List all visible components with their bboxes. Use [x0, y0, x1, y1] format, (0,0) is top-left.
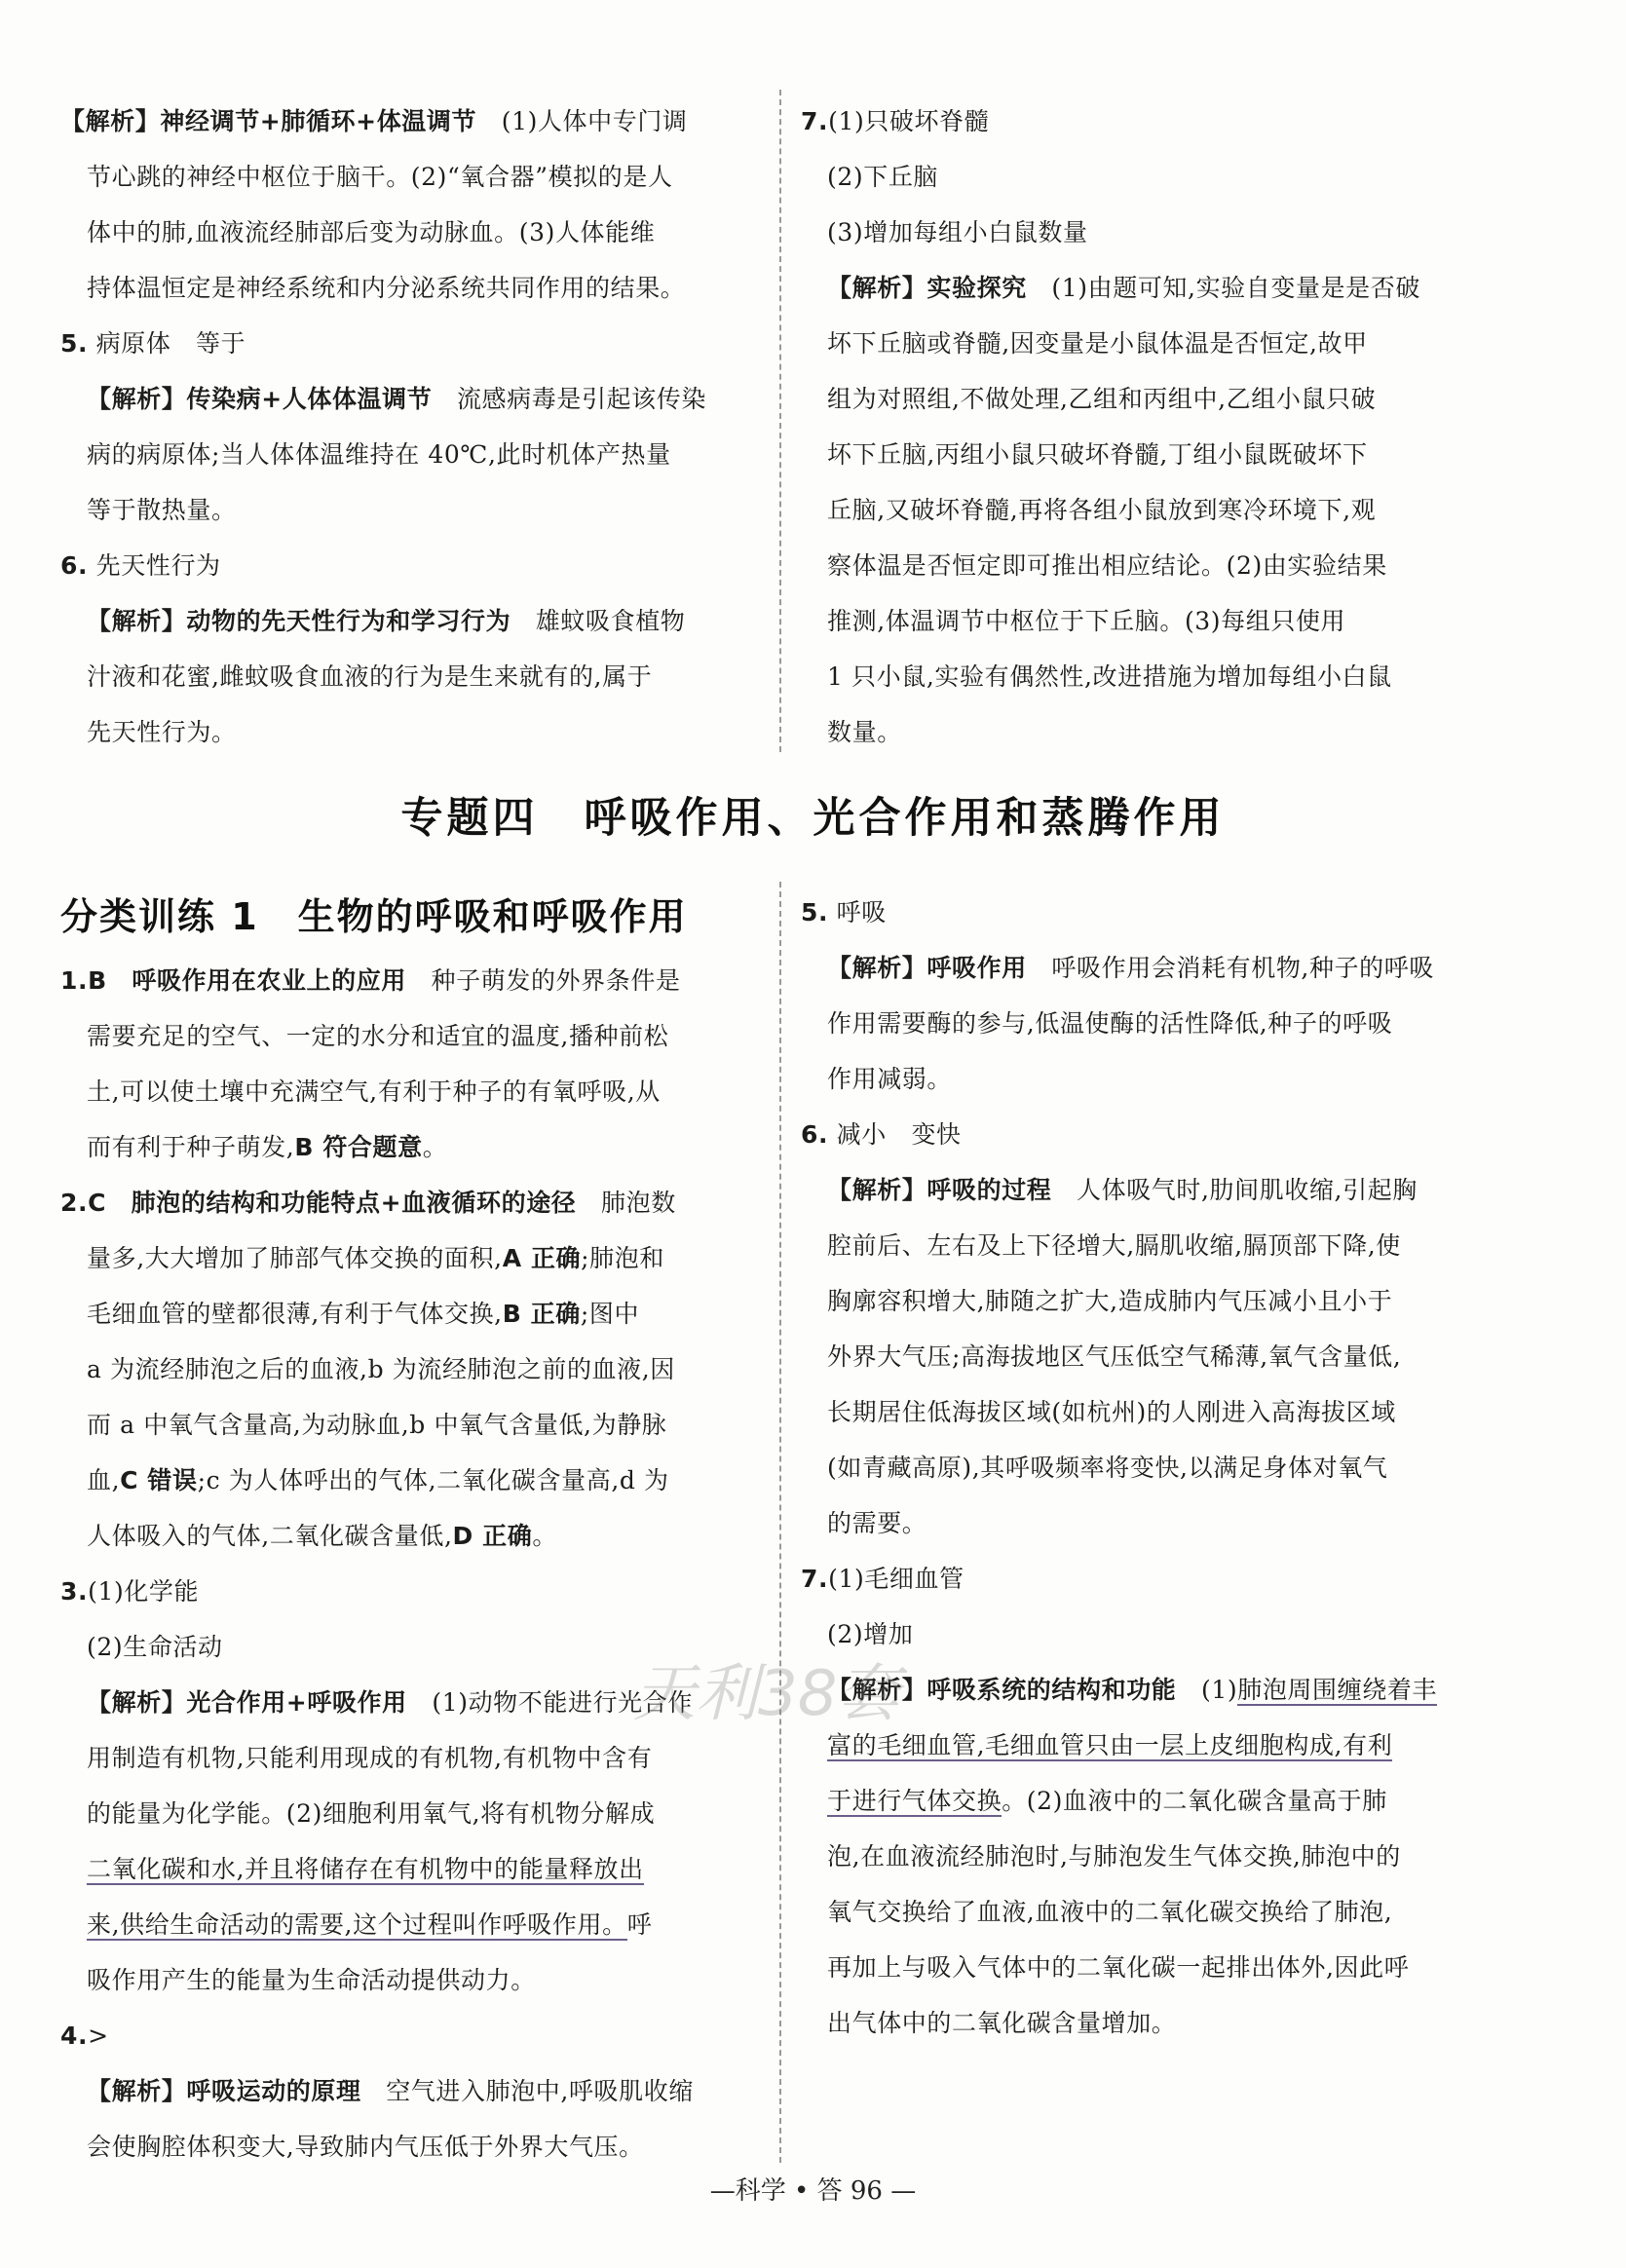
text-line: 【解析】呼吸系统的结构和功能 (1)肺泡周围缠绕着丰: [827, 1676, 1438, 1704]
question-1: 1.B 呼吸作用在农业上的应用 种子萌发的外界条件是: [60, 966, 681, 995]
text-line: 长期居住低海拔区域(如杭州)的人刚进入高海拔区域: [827, 1398, 1396, 1426]
text-line: 持体温恒定是神经系统和内分泌系统共同作用的结果。: [87, 274, 686, 302]
text-line: 先天性行为。: [87, 718, 237, 746]
text-line: 节心跳的神经中枢位于脑干。(2)“氧合器”模拟的是人: [87, 163, 673, 191]
text-line: 【解析】传染病+人体体温调节 流感病毒是引起该传染: [87, 385, 706, 413]
text-line: 等于散热量。: [87, 496, 237, 524]
text-line: a 为流经肺泡之后的血液,b 为流经肺泡之前的血液,因: [87, 1355, 675, 1383]
text-line: 坏下丘脑,丙组小鼠只破坏脊髓,丁组小鼠既破坏下: [827, 440, 1368, 469]
text-line: 血,C 错误;c 为人体呼出的气体,二氧化碳含量高,d 为: [87, 1466, 669, 1494]
text-line: 的能量为化学能。(2)细胞利用氧气,将有机物分解成: [87, 1799, 656, 1828]
text-line: 而 a 中氧气含量高,为动脉血,b 中氧气含量低,为静脉: [87, 1411, 667, 1439]
text-line: 察体温是否恒定即可推出相应结论。(2)由实验结果: [827, 551, 1387, 580]
text-line: (3)增加每组小白鼠数量: [827, 218, 1088, 246]
text-line: 【解析】神经调节+肺循环+体温调节 (1)人体中专门调: [60, 107, 688, 135]
text-line: 1 只小鼠,实验有偶然性,改进措施为增加每组小白鼠: [827, 662, 1392, 691]
text-line: [60, 1841, 762, 1897]
top-left-column: [60, 94, 762, 760]
question-6: 6. 减小 变快: [801, 1120, 962, 1149]
question-6: 6. 先天性行为: [60, 551, 221, 580]
text-line: (2)下丘脑: [827, 163, 939, 191]
text-line: 【解析】实验探究 (1)由题可知,实验自变量是是否破: [827, 274, 1420, 302]
sub-title: 分类训练 1 生物的呼吸和呼吸作用: [60, 895, 688, 938]
text-line: 需要充足的空气、一定的水分和适宜的温度,播种前松: [87, 1022, 669, 1050]
question-7: 7.(1)毛细血管: [801, 1565, 964, 1593]
question-3: 3.(1)化学能: [60, 1577, 200, 1606]
text-line: 病的病原体;当人体体温维持在 40℃,此时机体产热量: [87, 440, 671, 469]
column-divider-top: [779, 90, 781, 752]
text-line: 吸作用产生的能量为生命活动提供动力。: [87, 1966, 536, 1994]
text-line: 胸廓容积增大,肺随之扩大,造成肺内气压减小且小于: [827, 1287, 1393, 1315]
text-line: 体中的肺,血液流经肺部后变为动脉血。(3)人体能维: [87, 218, 656, 246]
text-line: 再加上与吸入气体中的二氧化碳一起排出体外,因此呼: [827, 1953, 1410, 1982]
handwritten-underline: 肺泡周围缠绕着丰: [1237, 1676, 1438, 1704]
text-line: 【解析】呼吸运动的原理 空气进入肺泡中,呼吸肌收缩: [87, 2077, 694, 2105]
section-title: 专题四 呼吸作用、光合作用和蒸腾作用: [400, 794, 1226, 843]
text-line: 泡,在血液流经肺泡时,与肺泡发生气体交换,肺泡中的: [827, 1842, 1401, 1871]
text-line: 而有利于种子萌发,B 符合题意。: [87, 1133, 448, 1161]
text-line: 丘脑,又破坏脊髓,再将各组小鼠放到寒冷环境下,观: [827, 496, 1377, 524]
text-line: 作用需要酶的参与,低温使酶的活性降低,种子的呼吸: [827, 1009, 1393, 1038]
analysis-tag: 【解析】呼吸运动的原理: [87, 2077, 361, 2105]
analysis-tag: 【解析】光合作用+呼吸作用: [87, 1688, 407, 1717]
analysis-tag: 【解析】呼吸系统的结构和功能: [827, 1676, 1177, 1704]
text-line: 人体吸入的气体,二氧化碳含量低,D 正确。: [87, 1522, 557, 1550]
text-line: 的需要。: [827, 1509, 927, 1537]
text-line: 腔前后、左右及上下径增大,膈肌收缩,膈顶部下降,使: [827, 1231, 1401, 1260]
text-line: (2)生命活动: [87, 1633, 223, 1661]
text-line: 外界大气压;高海拔地区气压低空气稀薄,氧气含量低,: [827, 1342, 1402, 1371]
svg-text:天利38套: 天利38套: [633, 1658, 900, 1730]
text-line: 出气体中的二氧化碳含量增加。: [827, 2009, 1177, 2037]
analysis-tag: 【解析】传染病+人体体温调节: [87, 385, 433, 413]
text-line: 用制造有机物,只能利用现成的有机物,有机物中含有: [87, 1744, 653, 1772]
analysis-tag: 【解析】动物的先天性行为和学习行为: [87, 607, 511, 635]
text-line: 【解析】光合作用+呼吸作用 (1)动物不能进行光合作: [87, 1688, 693, 1717]
analysis-tag: 【解析】呼吸作用: [827, 954, 1027, 982]
question-5: 5. 呼吸: [801, 898, 887, 926]
text-line: 作用减弱。: [827, 1065, 953, 1093]
analysis-tag: 【解析】呼吸的过程: [827, 1176, 1052, 1204]
column-divider-bottom: [779, 882, 781, 2163]
bottom-left-column: [60, 885, 762, 2174]
analysis-tag: 【解析】神经调节+肺循环+体温调节: [60, 107, 477, 135]
text-line: 推测,体温调节中枢位于下丘脑。(3)每组只使用: [827, 607, 1346, 635]
page-footer: —科学 • 答 96 —: [709, 2176, 917, 2206]
text-line: 氧气交换给了血液,血液中的二氧化碳交换给了肺泡,: [827, 1898, 1393, 1926]
bottom-right-column: [801, 885, 1502, 2051]
text-line: 毛细血管的壁都很薄,有利于气体交换,B 正确;图中: [87, 1300, 640, 1328]
handwritten-underline: 富的毛细血管,毛细血管只由一层上皮细胞构成,有利: [827, 1731, 1393, 1759]
text-line: 【解析】动物的先天性行为和学习行为 雄蚊吸食植物: [87, 607, 686, 635]
text-line: (如青藏高原),其呼吸频率将变快,以满足身体对氧气: [827, 1454, 1388, 1482]
text-line: 会使胸腔体积变大,导致肺内气压低于外界大气压。: [87, 2133, 644, 2161]
text-line: 汁液和花蜜,雌蚊吸食血液的行为是生来就有的,属于: [87, 662, 653, 691]
text-line: 土,可以使土壤中充满空气,有利于种子的有氧呼吸,从: [87, 1077, 661, 1106]
top-right-column: [801, 94, 1502, 760]
watermark-logo: [624, 1598, 974, 1773]
text-line: 【解析】呼吸作用 呼吸作用会消耗有机物,种子的呼吸: [827, 954, 1434, 982]
handwritten-underline: 于进行气体交换: [827, 1787, 1002, 1815]
question-2: 2.C 肺泡的结构和功能特点+血液循环的途径 肺泡数: [60, 1189, 676, 1217]
text-line: (2)增加: [827, 1620, 914, 1648]
question-5: 5. 病原体 等于: [60, 329, 246, 358]
text-line: 坏下丘脑或脊髓,因变量是小鼠体温是否恒定,故甲: [827, 329, 1368, 358]
question-7: 7.(1)只破坏脊髓: [801, 107, 990, 135]
analysis-tag: 【解析】实验探究: [827, 274, 1027, 302]
text-line: 来,供给生命活动的需要,这个过程叫作呼吸作用。呼: [87, 1910, 653, 1939]
text-line: 量多,大大增加了肺部气体交换的面积,A 正确;肺泡和: [87, 1244, 664, 1272]
text-line: 于进行气体交换。(2)血液中的二氧化碳含量高于肺: [827, 1787, 1387, 1815]
handwritten-underline: 二氧化碳和水,并且将储存在有机物中的能量释放出: [87, 1855, 644, 1883]
handwritten-underline: 来,供给生命活动的需要,这个过程叫作呼吸作用。: [87, 1910, 627, 1939]
text-line: 组为对照组,不做处理,乙组和丙组中,乙组小鼠只破: [827, 385, 1377, 413]
question-4: 4.>: [60, 2022, 109, 2050]
text-line: 【解析】呼吸的过程 人体吸气时,肋间肌收缩,引起胸: [827, 1176, 1418, 1204]
text-line: 数量。: [827, 718, 902, 746]
